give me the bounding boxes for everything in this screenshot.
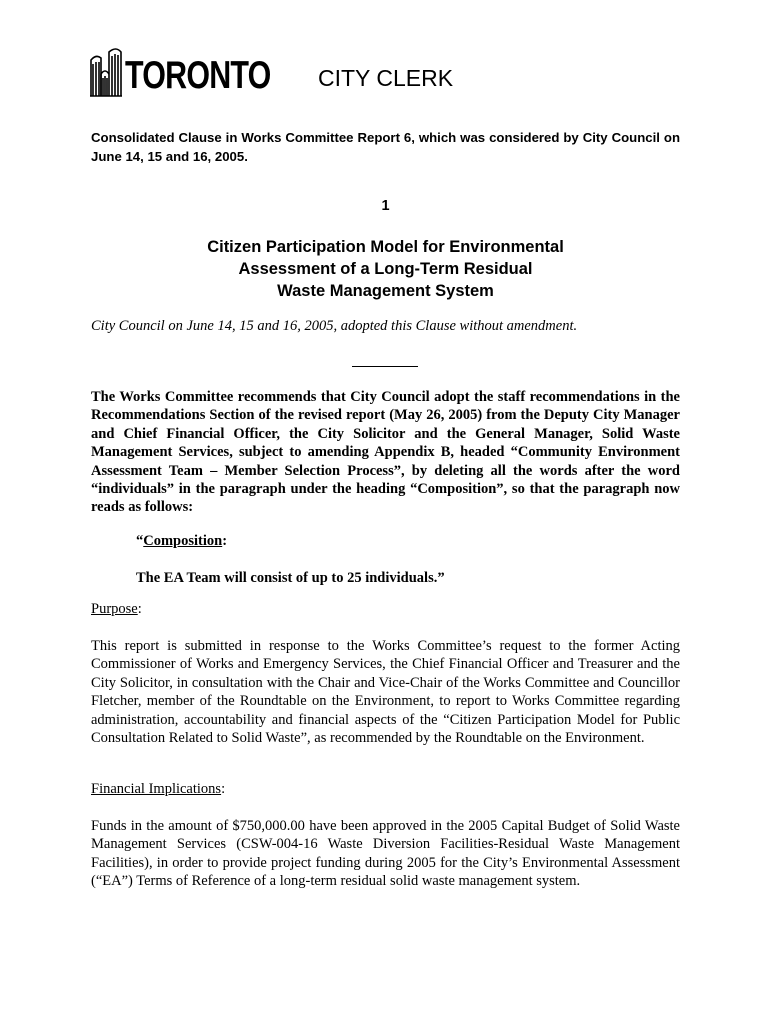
heading-colon: :	[222, 533, 228, 549]
clause-title-line: Waste Management System	[277, 282, 494, 300]
purpose-heading-text: Purpose	[91, 601, 138, 617]
purpose-heading	[91, 599, 142, 619]
adoption-note: City Council on June 14, 15 and 16, 2005, adopted this Clause without amendment.	[91, 318, 578, 334]
financial-implications-paragraph: Funds in the amount of $750,000.00 have been approved in the 2005 Capital Budget of Solid Waste Management Services (CSW-004-16 Waste Diversion Facilities-Residual Waste Management Facilities), in order to provide project funding during 2005 for the City’s Environmental Assessment (“EA”) Terms of Reference of a long-term residual solid waste management system.	[91, 818, 680, 890]
quote-open: “	[136, 533, 144, 549]
clause-number: 1	[381, 198, 390, 214]
committee-recommendation: The Works Committee recommends that City Council adopt the staff recommendations in the Recommendations Section of the revised report (May 26, 2005) from the Deputy City Manager and Chief Financial Officer, the City Solicitor and the General Manager, Solid Waste Management Services, subject to amending Appendix B, headed “Community Environment Assessment Team – Member Selection Process”, by deleting all the words after the word “individuals” in the paragraph under the heading “Composition”, so that the paragraph now reads as follows:	[91, 389, 680, 516]
purpose-paragraph: This report is submitted in response to the Works Committee’s request to the former Acting Commissioner of Works and Emergency Services, the Chief Financial Officer and Treasurer and the City Solicitor, in consultation with the Chair and Vice-Chair of the Works Committee and Councillor Fletcher, member of the Roundtable on the Environment, to report to Works Committee regarding administration, accountability and financial aspects of the “Citizen Participation Model for Public Consultation Related to Solid Waste”, as recommended by the Roundtable on the Environment.	[91, 638, 680, 747]
financial-implications-heading	[91, 779, 225, 799]
logo-wordmark: TORONTO	[125, 54, 271, 97]
city-hall-icon	[89, 46, 123, 98]
clause-title-line: Assessment of a Long-Term Residual	[238, 260, 533, 278]
quoted-composition-text: The EA Team will consist of up to 25 individuals.”	[136, 570, 445, 586]
department-title: CITY CLERK	[318, 65, 454, 91]
heading-colon: :	[221, 781, 226, 797]
toronto-logo	[89, 46, 271, 98]
separator-rule	[352, 366, 418, 367]
clause-title	[91, 236, 680, 302]
quoted-heading	[136, 531, 227, 551]
composition-heading: Composition	[143, 533, 223, 549]
clause-title-line: Citizen Participation Model for Environmental	[207, 238, 564, 256]
consolidated-clause-intro: Consolidated Clause in Works Committee Report 6, which was considered by City Council on June 14, 15 and 16, 2005.	[91, 130, 680, 164]
financial-heading-text: Financial Implications	[91, 781, 222, 797]
heading-colon: :	[137, 601, 142, 617]
